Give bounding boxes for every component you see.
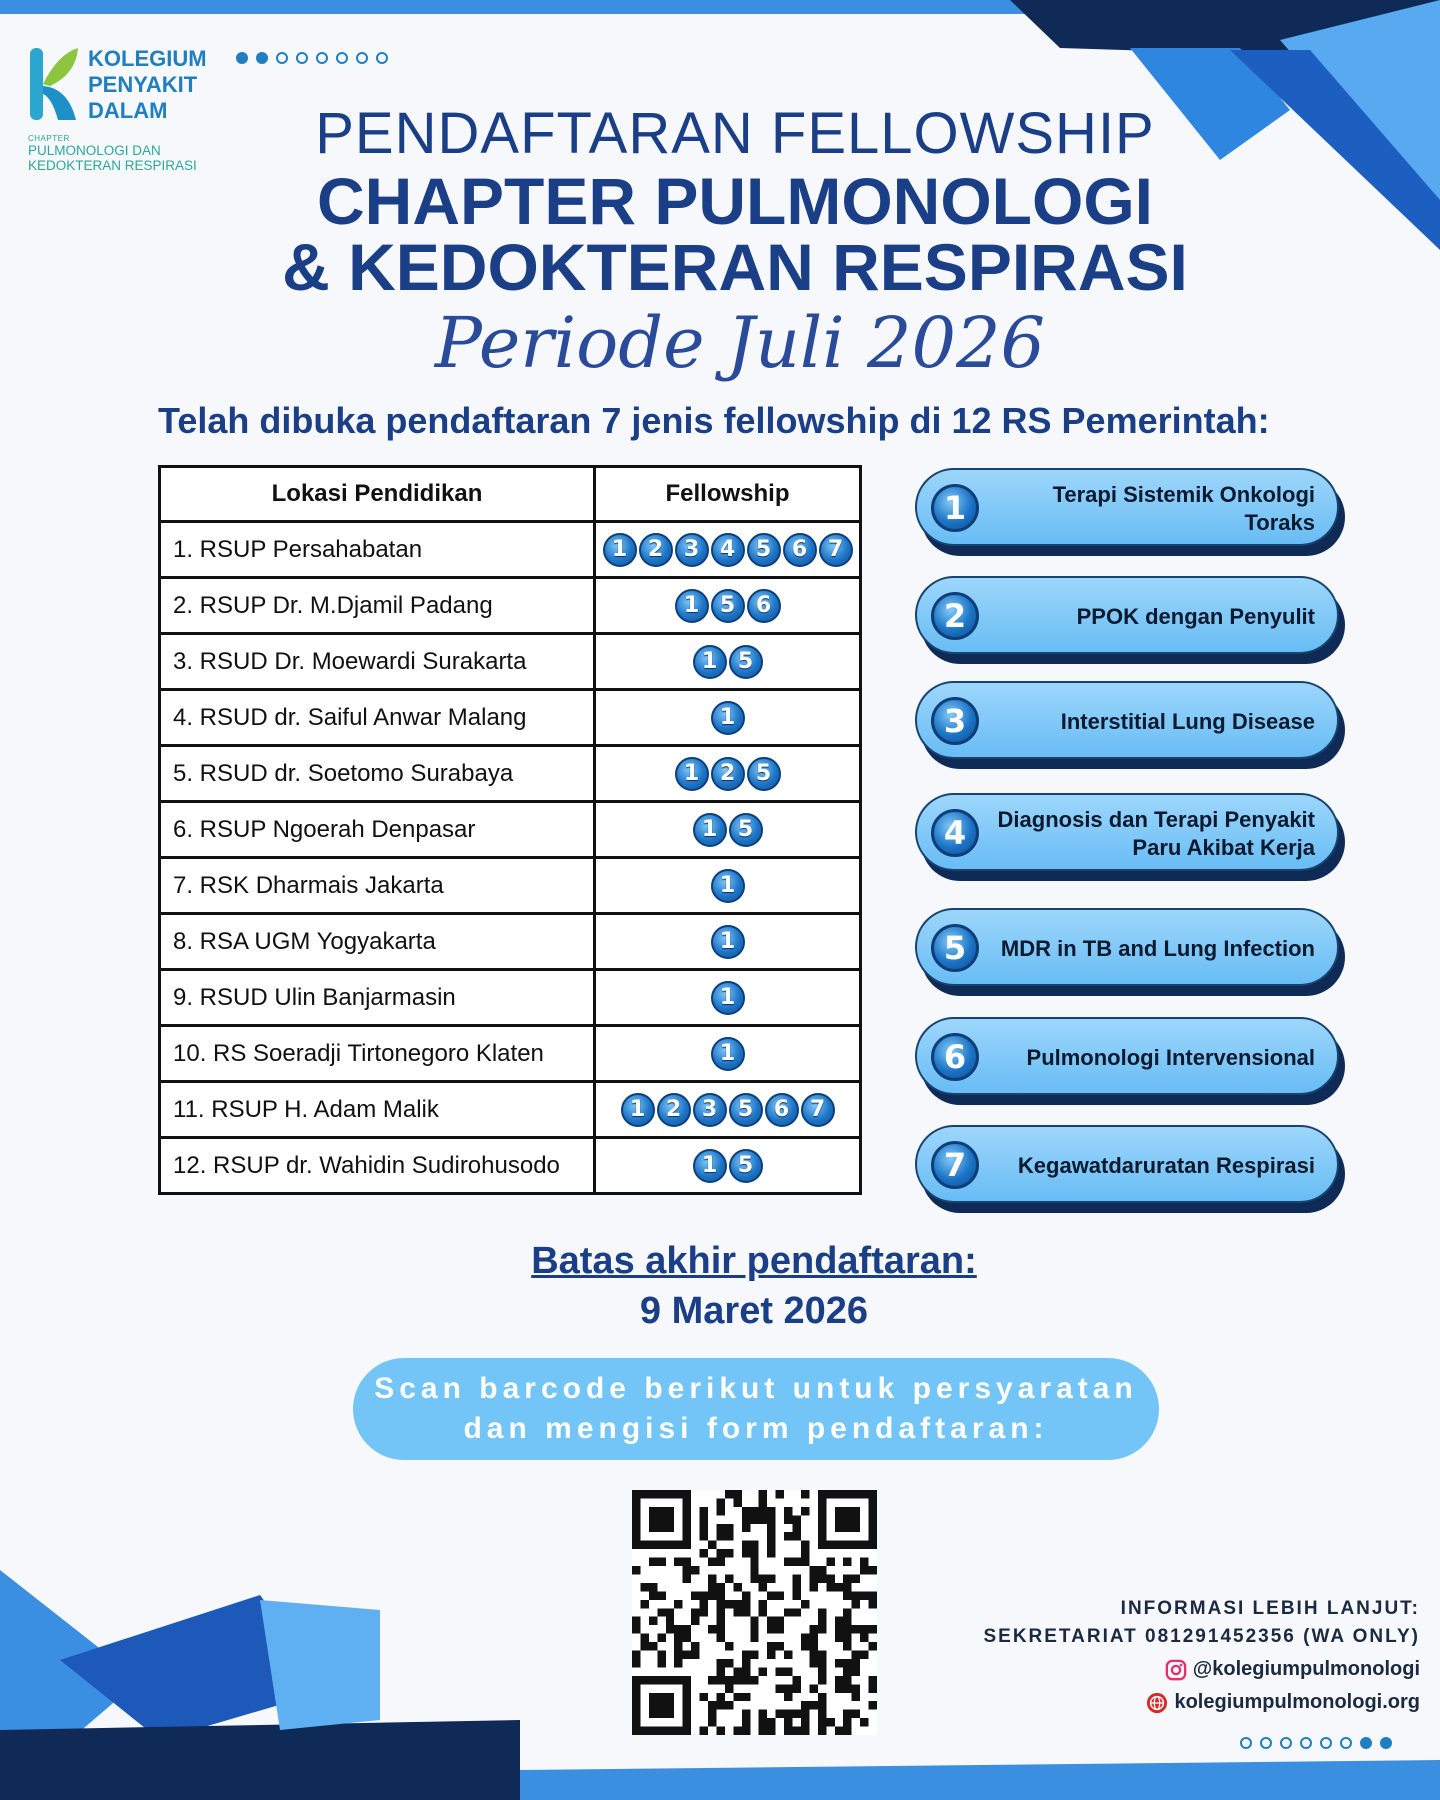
- fellowship-number-badge: 1: [675, 757, 709, 791]
- header-fellowship: Fellowship: [595, 467, 861, 522]
- scan-line: dan mengisi form pendaftaran:: [463, 1412, 1049, 1445]
- table-row: [160, 802, 861, 858]
- fellowship-number-badge: 7: [819, 533, 853, 567]
- decorative-dot: [376, 52, 388, 64]
- fellowship-cell: [595, 1082, 861, 1138]
- fellowship-number-badge: 1: [693, 1149, 727, 1183]
- fellowship-number: 6: [931, 1033, 979, 1081]
- decorative-dot: [356, 52, 368, 64]
- website-link[interactable]: [960, 1691, 1420, 1714]
- table-row: [160, 522, 861, 578]
- table-row: [160, 914, 861, 970]
- decorative-dots-top: [236, 52, 388, 64]
- table-row: [160, 690, 861, 746]
- decorative-dot: [236, 52, 248, 64]
- globe-icon: [1146, 1692, 1168, 1714]
- decorative-dot: [1340, 1737, 1352, 1749]
- fellowship-number-badge: 5: [729, 813, 763, 847]
- fellowship-badges: [621, 1093, 835, 1127]
- title-line-1: PENDAFTARAN FELLOWSHIP: [315, 101, 1155, 166]
- fellowship-number-badge: 1: [711, 1037, 745, 1071]
- decorative-dot: [1280, 1737, 1292, 1749]
- fellowship-item: [915, 681, 1348, 761]
- location-cell: 8. RSA UGM Yogyakarta: [160, 914, 595, 970]
- logo-name-line: DALAM: [88, 98, 168, 123]
- fellowship-number-badge: 6: [783, 533, 817, 567]
- pill-body: [915, 576, 1339, 654]
- fellowship-cell: [595, 690, 861, 746]
- fellowship-number: 5: [931, 924, 979, 972]
- fellowship-location-table: [158, 465, 862, 1195]
- fellowship-number-badge: 2: [639, 533, 673, 567]
- decorative-dot: [1320, 1737, 1332, 1749]
- decorative-dot: [1380, 1737, 1392, 1749]
- fellowship-cell: [595, 1026, 861, 1082]
- table-row: [160, 1138, 861, 1194]
- fellowship-badges: [693, 645, 763, 679]
- fellowship-badges: [711, 925, 745, 959]
- fellowship-number: 4: [931, 809, 979, 857]
- fellowship-cell: [595, 578, 861, 634]
- table-row: [160, 1026, 861, 1082]
- title-line-3: & KEDOKTERAN RESPIRASI: [282, 230, 1188, 304]
- fellowship-badges: [711, 1037, 745, 1071]
- fellowship-label: Terapi Sistemik Onkologi Toraks: [1052, 482, 1315, 535]
- fellowship-item: [915, 1017, 1348, 1097]
- decorative-dot: [1300, 1737, 1312, 1749]
- fellowship-badges: [693, 813, 763, 847]
- info-secretariat: SEKRETARIAT 081291452356 (WA ONLY): [983, 1626, 1420, 1647]
- title-period: Periode Juli 2026: [434, 302, 1046, 384]
- decorative-dots-bottom: [1240, 1737, 1392, 1749]
- fellowship-item: [915, 576, 1348, 656]
- scan-line: Scan barcode berikut untuk persyaratan: [374, 1372, 1138, 1405]
- pill-body: [915, 793, 1339, 871]
- fellowship-cell: [595, 802, 861, 858]
- fellowship-cell: [595, 522, 861, 578]
- fellowship-label: PPOK dengan Penyulit: [1076, 604, 1315, 629]
- fellowship-cell: [595, 970, 861, 1026]
- fellowship-label: Kegawatdaruratan Respirasi: [1017, 1153, 1315, 1178]
- fellowship-number-badge: 6: [765, 1093, 799, 1127]
- pill-body: [915, 468, 1339, 546]
- location-cell: 11. RSUP H. Adam Malik: [160, 1082, 595, 1138]
- contact-info: [960, 1598, 1420, 1714]
- location-cell: 9. RSUD Ulin Banjarmasin: [160, 970, 595, 1026]
- title-line-2: CHAPTER PULMONOLOGI: [317, 164, 1153, 238]
- fellowship-item: [915, 468, 1348, 548]
- location-cell: 4. RSUD dr. Saiful Anwar Malang: [160, 690, 595, 746]
- fellowship-badges: [711, 869, 745, 903]
- location-cell: 2. RSUP Dr. M.Djamil Padang: [160, 578, 595, 634]
- location-cell: 1. RSUP Persahabatan: [160, 522, 595, 578]
- fellowship-number-badge: 7: [801, 1093, 835, 1127]
- deadline-label: Batas akhir pendaftaran:: [531, 1240, 977, 1282]
- pill-body: [915, 681, 1339, 759]
- table-row: [160, 578, 861, 634]
- table-row: [160, 746, 861, 802]
- location-cell: 7. RSK Dharmais Jakarta: [160, 858, 595, 914]
- instagram-link[interactable]: [960, 1658, 1420, 1681]
- fellowship-badges: [711, 701, 745, 735]
- info-heading: INFORMASI LEBIH LANJUT:: [1120, 1598, 1420, 1619]
- decorative-dot: [316, 52, 328, 64]
- logo-name-line: PENYAKIT: [88, 72, 198, 97]
- decorative-dot: [296, 52, 308, 64]
- logo-name-line: KOLEGIUM: [88, 46, 207, 71]
- fellowship-number-badge: 3: [693, 1093, 727, 1127]
- location-cell: 3. RSUD Dr. Moewardi Surakarta: [160, 634, 595, 690]
- table-header-row: [160, 467, 861, 522]
- intro-text: Telah dibuka pendaftaran 7 jenis fellowship di 12 RS Pemerintah:: [158, 400, 1270, 441]
- decorative-dot: [276, 52, 288, 64]
- fellowship-number-badge: 1: [603, 533, 637, 567]
- decorative-dot: [336, 52, 348, 64]
- fellowship-number: 7: [931, 1141, 979, 1189]
- fellowship-number-badge: 1: [711, 701, 745, 735]
- fellowship-number: 3: [931, 697, 979, 745]
- fellowship-number: 1: [931, 484, 979, 532]
- logo-chapter: CHAPTER: [28, 134, 70, 143]
- fellowship-badges: [675, 589, 781, 623]
- decorative-dot: [1360, 1737, 1372, 1749]
- fellowship-cell: [595, 1138, 861, 1194]
- fellowship-label: MDR in TB and Lung Infection: [1000, 936, 1315, 961]
- fellowship-label: Diagnosis dan Terapi Penyakit Paru Akibat Kerja: [997, 807, 1315, 860]
- table-row: [160, 634, 861, 690]
- fellowship-badges: [675, 757, 781, 791]
- logo-subtitle-line: KEDOKTERAN RESPIRASI: [28, 158, 197, 173]
- fellowship-cell: [595, 858, 861, 914]
- table-row: [160, 858, 861, 914]
- location-cell: 5. RSUD dr. Soetomo Surabaya: [160, 746, 595, 802]
- table-row: [160, 1082, 861, 1138]
- decorative-dot: [256, 52, 268, 64]
- header-location: Lokasi Pendidikan: [160, 467, 595, 522]
- pill-body: [915, 908, 1339, 986]
- fellowship-number-badge: 5: [747, 757, 781, 791]
- fellowship-number-badge: 1: [693, 813, 727, 847]
- fellowship-label: Interstitial Lung Disease: [1060, 709, 1315, 734]
- fellowship-number: 2: [931, 592, 979, 640]
- fellowship-badges: [711, 981, 745, 1015]
- fellowship-number-badge: 3: [675, 533, 709, 567]
- fellowship-number-badge: 4: [711, 533, 745, 567]
- fellowship-number-badge: 1: [711, 925, 745, 959]
- table-row: [160, 970, 861, 1026]
- fellowship-number-badge: 1: [711, 869, 745, 903]
- fellowship-number-badge: 1: [675, 589, 709, 623]
- fellowship-number-badge: 5: [747, 533, 781, 567]
- decorative-dot: [1240, 1737, 1252, 1749]
- fellowship-item: [915, 1125, 1348, 1205]
- deadline-date: 9 Maret 2026: [639, 1290, 869, 1332]
- location-cell: 10. RS Soeradji Tirtonegoro Klaten: [160, 1026, 595, 1082]
- fellowship-item: [915, 908, 1348, 988]
- fellowship-number-badge: 1: [693, 645, 727, 679]
- fellowship-number-badge: 2: [711, 757, 745, 791]
- fellowship-number-badge: 6: [747, 589, 781, 623]
- fellowship-number-badge: 5: [729, 1093, 763, 1127]
- scan-instruction: [353, 1358, 1159, 1460]
- location-cell: 12. RSUP dr. Wahidin Sudirohusodo: [160, 1138, 595, 1194]
- pill-body: [915, 1017, 1339, 1095]
- location-cell: 6. RSUP Ngoerah Denpasar: [160, 802, 595, 858]
- fellowship-number-badge: 1: [711, 981, 745, 1015]
- fellowship-number-badge: 1: [621, 1093, 655, 1127]
- fellowship-cell: [595, 914, 861, 970]
- table-body: [160, 522, 861, 1194]
- fellowship-badges: [693, 1149, 763, 1183]
- qr-code[interactable]: [632, 1490, 877, 1735]
- pill-body: [915, 1125, 1339, 1203]
- fellowship-number-badge: 5: [729, 1149, 763, 1183]
- fellowship-badges: [603, 533, 853, 567]
- logo-subtitle-line: PULMONOLOGI DAN: [28, 143, 161, 158]
- fellowship-label: Pulmonologi Intervensional: [1026, 1045, 1315, 1070]
- fellowship-cell: [595, 634, 861, 690]
- fellowship-item: [915, 793, 1348, 873]
- instagram-icon: [1165, 1659, 1187, 1681]
- instagram-handle: @kolegiumpulmonologi: [1192, 1658, 1420, 1680]
- fellowship-number-badge: 2: [657, 1093, 691, 1127]
- decorative-dot: [1260, 1737, 1272, 1749]
- fellowship-number-badge: 5: [711, 589, 745, 623]
- website-url: kolegiumpulmonologi.org: [1174, 1691, 1420, 1713]
- fellowship-cell: [595, 746, 861, 802]
- fellowship-number-badge: 5: [729, 645, 763, 679]
